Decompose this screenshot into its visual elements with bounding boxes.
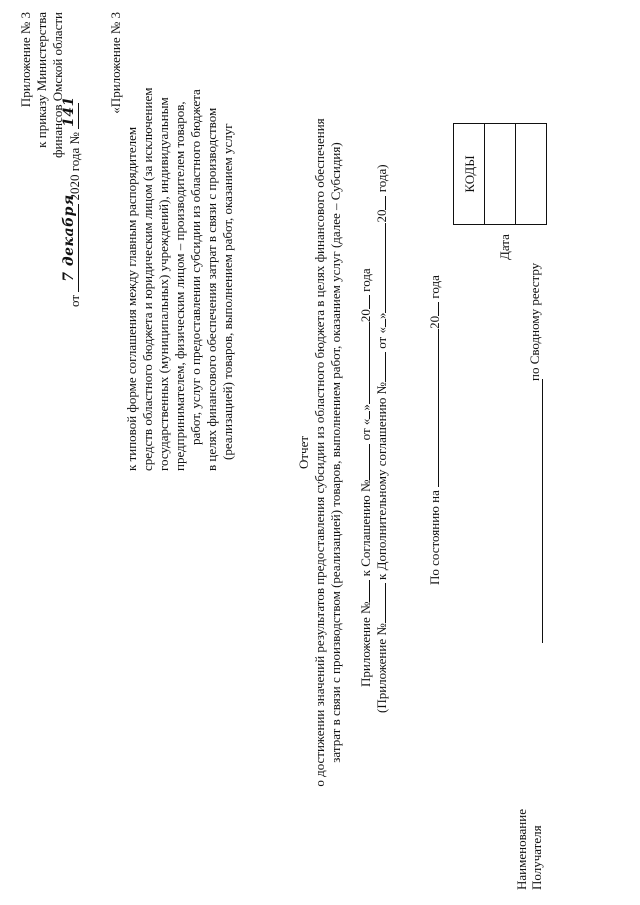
as-of-label: По состоянию на: [427, 490, 442, 585]
handwritten-date-field: [61, 194, 79, 292]
as-of-year-blank[interactable]: [426, 302, 439, 316]
order-date-line: [61, 96, 82, 307]
agreement-day-blank[interactable]: [357, 411, 370, 419]
recipient-label-line-1: Наименование: [514, 809, 529, 890]
agreement-annex-number-blank[interactable]: [357, 580, 370, 602]
form-annex-line-1: «Приложение № 3: [108, 12, 123, 114]
agreement-date-quote: »: [358, 404, 373, 411]
handwritten-number: 141: [61, 96, 77, 127]
recipient-label-line-2: Получателя: [529, 825, 544, 890]
agreement-number-blank[interactable]: [357, 444, 370, 480]
from-label: от: [67, 294, 82, 307]
additional-agreement-line: [373, 164, 389, 713]
as-of-date-blank[interactable]: [426, 329, 439, 487]
form-annex-line-6: работ, услуг о предоставлении субсидии из областного бюджета: [188, 89, 203, 445]
agreement-date-prefix: от «: [358, 418, 373, 441]
ministry-line: финансов Омской области: [50, 12, 65, 158]
handwritten-date: 7 декабря: [61, 194, 77, 282]
addl-agreement-label: к Дополнительному соглашению №: [374, 382, 389, 580]
agreement-label: к Соглашению №: [358, 479, 373, 577]
order-reference-line: к приказу Министерства: [34, 12, 49, 148]
date-code-cell[interactable]: [485, 124, 516, 225]
form-annex-line-3: средств областного бюджета и юридическим лицом (за исключением: [140, 87, 155, 471]
form-annex-line-4: государственных (муниципальных) учреждений), индивидуальным: [156, 97, 171, 471]
codes-registry-row: [516, 124, 547, 225]
addl-date-quote: »: [374, 312, 389, 320]
form-annex-line-8: (реализацией) товаров, выполнением работ, оказанием услуг: [220, 123, 235, 460]
agreement-year-suffix: года: [358, 268, 373, 292]
handwritten-number-field: [61, 96, 79, 129]
year-number-label: 2020 года №: [67, 132, 82, 201]
agreement-month-blank[interactable]: [357, 322, 370, 404]
addl-annex-label: (Приложение №: [374, 623, 389, 713]
report-subtitle-line-1: о достижении значений результатов предоставления субсидии из областного бюджета в целях финансового обеспечения: [312, 118, 327, 787]
addl-year-prefix: 20: [374, 209, 389, 223]
annex-number-line: Приложение № 3: [18, 12, 33, 108]
codes-header-row: [454, 124, 485, 225]
addl-annex-number-blank[interactable]: [373, 583, 386, 623]
registry-label: по Сводному реестру: [527, 262, 542, 381]
agreement-year-blank[interactable]: [357, 295, 370, 309]
form-annex-line-2: к типовой форме соглашения между главным распорядителем: [124, 126, 139, 471]
recipient-name-field[interactable]: [541, 379, 543, 643]
addl-year-blank[interactable]: [373, 196, 386, 210]
addl-month-blank[interactable]: [373, 223, 386, 313]
form-annex-line-7: в целях финансового обеспечения затрат в связи с производством: [204, 107, 219, 471]
addl-date-prefix: от «: [374, 327, 389, 349]
as-of-year-suffix: года: [427, 275, 442, 299]
agreement-reference-line: [357, 268, 373, 687]
addl-year-suffix: года): [374, 164, 389, 193]
report-title: Отчет: [296, 435, 311, 470]
date-label: Дата: [497, 234, 512, 260]
agreement-year-prefix: 20: [358, 309, 373, 323]
codes-table: [453, 123, 547, 225]
addl-agreement-number-blank[interactable]: [373, 352, 386, 382]
report-subtitle-line-2: затрат в связи с производством (реализацией) товаров, выполнением работ, оказанием услуг (далее – Субсидия): [328, 142, 343, 763]
registry-code-cell[interactable]: [516, 124, 547, 225]
as-of-year-prefix: 20: [427, 315, 442, 329]
as-of-date-line: [426, 275, 442, 585]
form-annex-line-5: предпринимателем, физическим лицом – производителем товаров,: [172, 101, 187, 471]
agreement-annex-label: Приложение №: [358, 601, 373, 687]
addl-day-blank[interactable]: [373, 319, 386, 327]
codes-header: КОДЫ: [454, 124, 485, 225]
codes-date-row: [485, 124, 516, 225]
